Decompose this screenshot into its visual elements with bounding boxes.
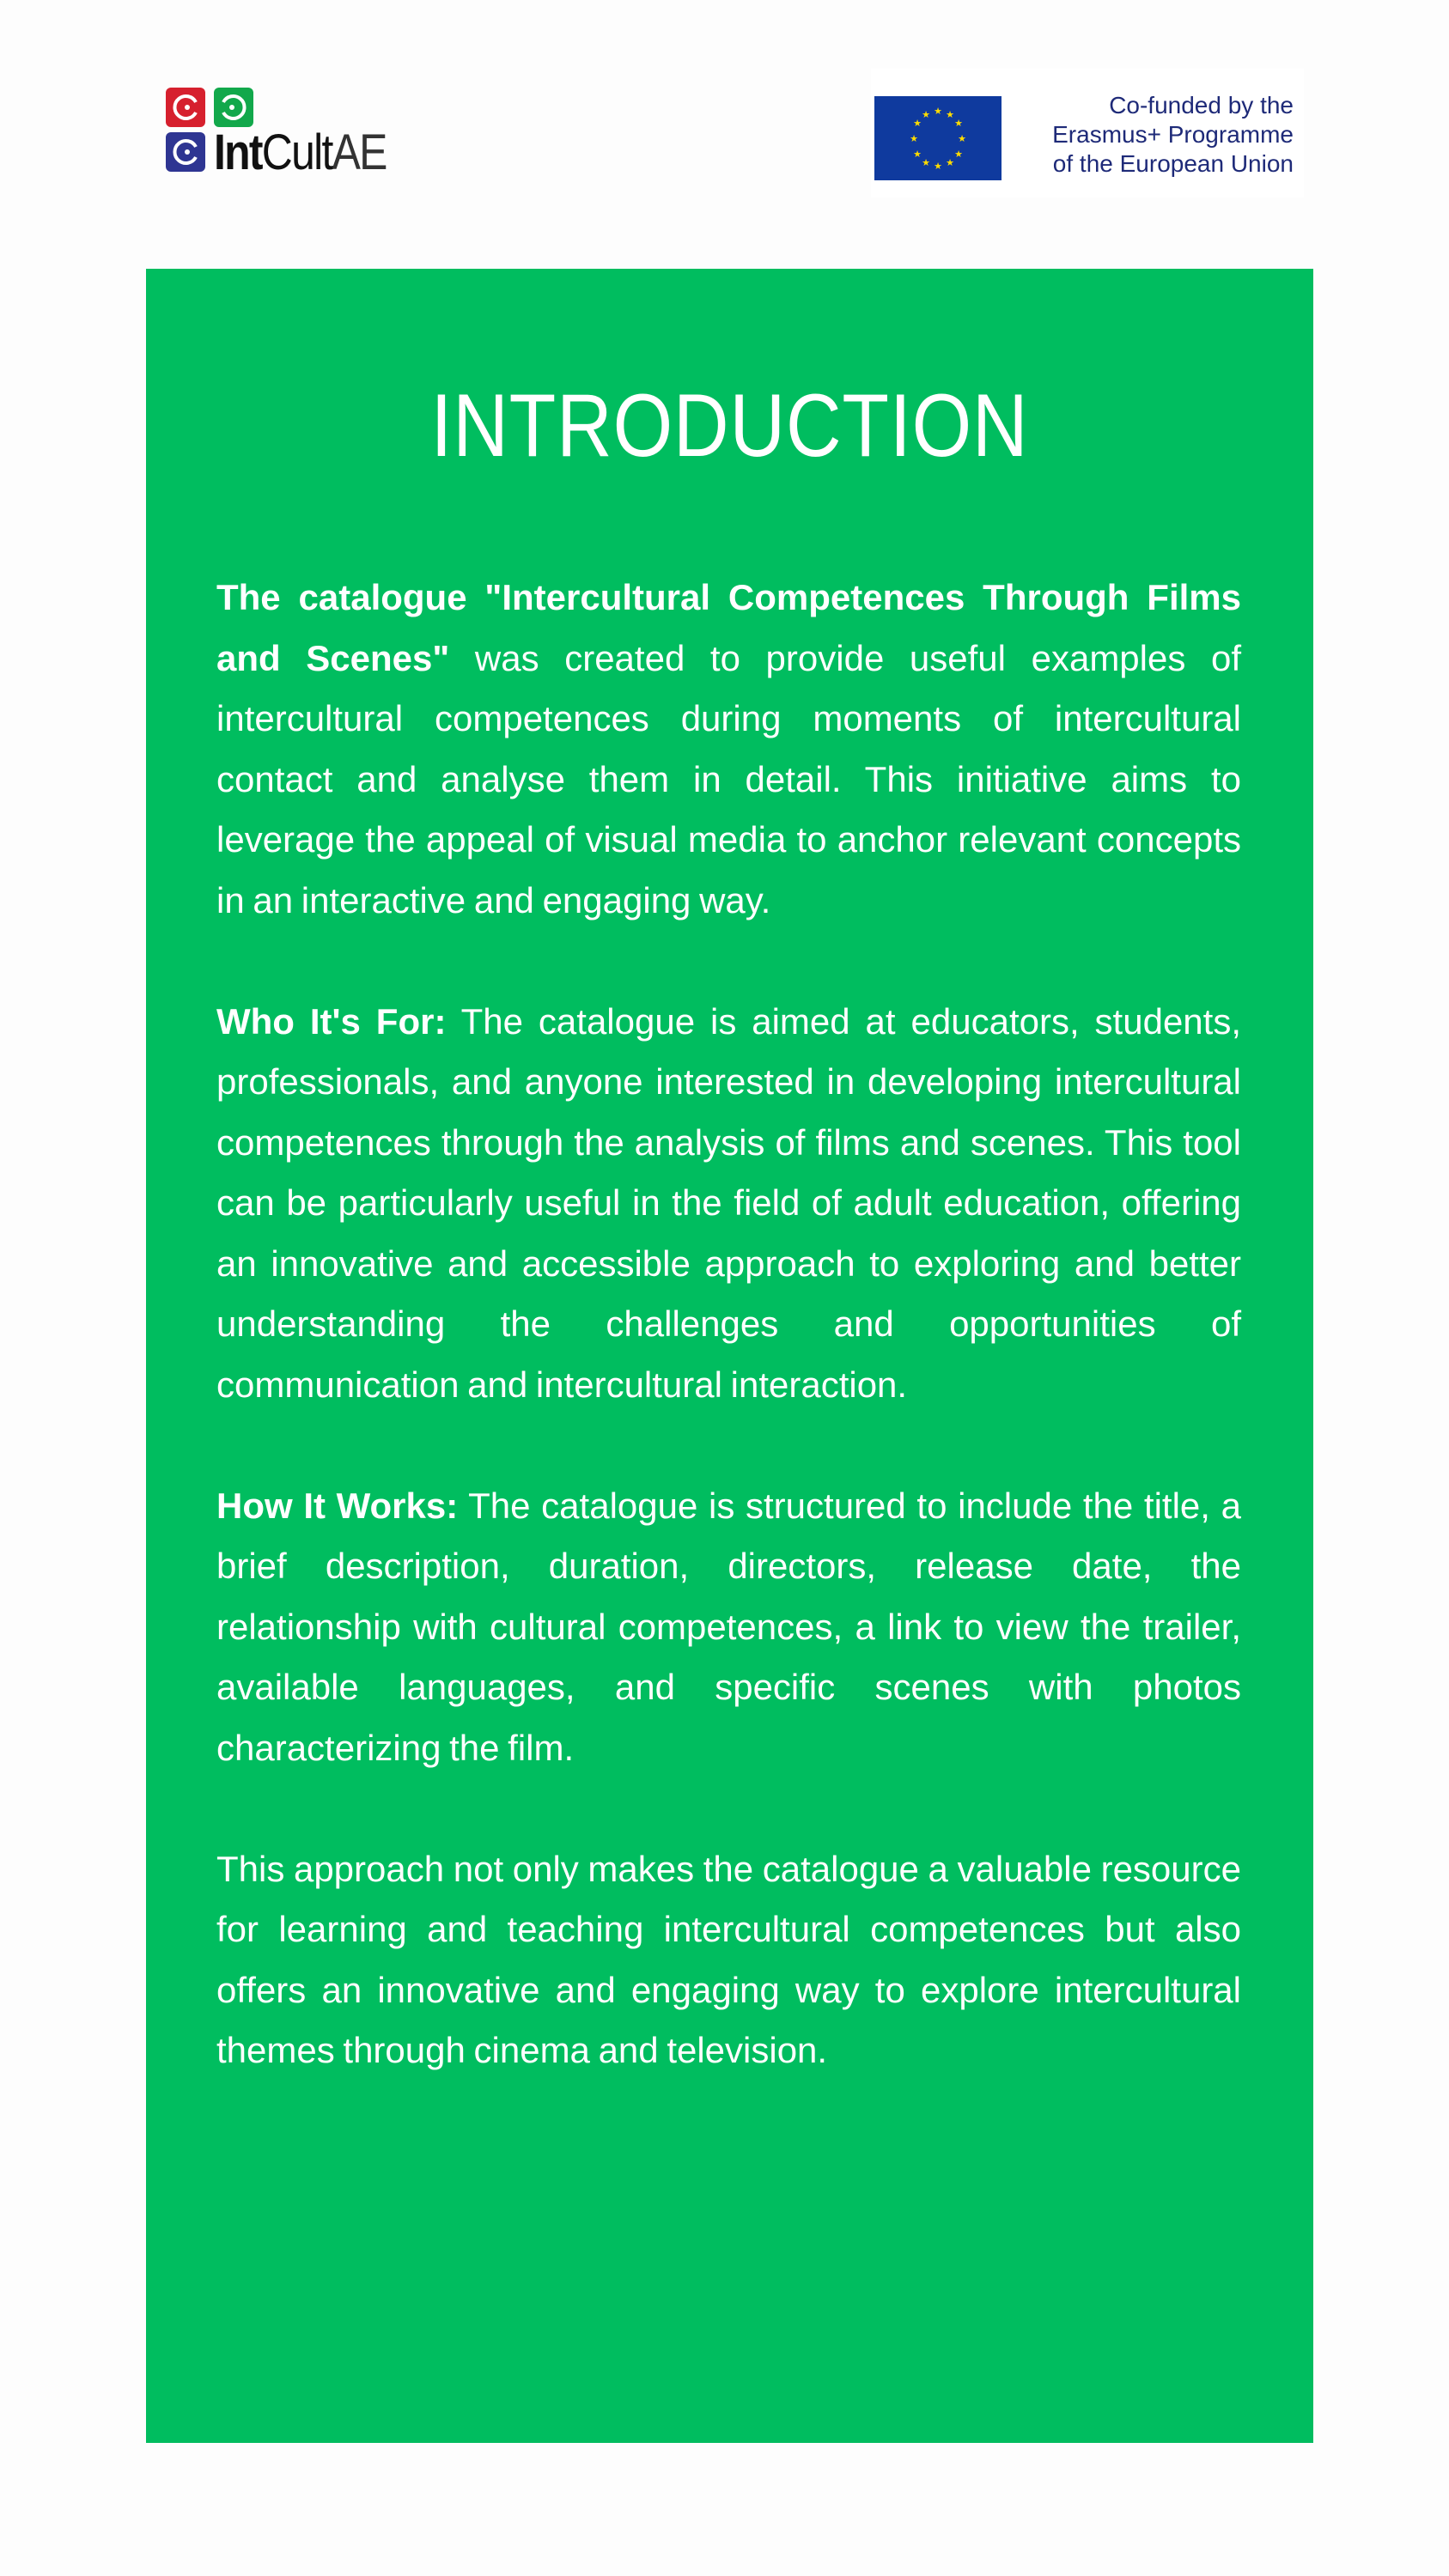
intcultae-logo: [166, 82, 423, 179]
page-title: INTRODUCTION: [430, 376, 1029, 476]
how-it-works-lead: How It Works:: [216, 1485, 459, 1526]
svg-text:★: ★: [934, 161, 942, 172]
svg-text:★: ★: [954, 149, 963, 160]
logo-word-cult: Cult: [261, 125, 332, 180]
logo-red-face-icon: [166, 88, 205, 127]
logo-wordmark: [214, 127, 387, 179]
paragraph-how-it-works: [216, 1476, 1241, 1779]
svg-text:★: ★: [934, 106, 942, 117]
svg-text:★: ★: [913, 149, 922, 160]
logo-word-int: Int: [214, 125, 262, 180]
paragraph-text: The catalogue is structured to include the title, a brief description, duration, directors, release date, the relationship with cultural competences, a link to view the trailer, available languages, and specific scenes with photos characterizing the film.: [216, 1485, 1241, 1768]
eu-flag-icon: [874, 96, 1002, 180]
introduction-content: [216, 568, 1241, 2081]
eu-funding-line-3: of the European Union: [1052, 150, 1294, 177]
svg-text:★: ★: [946, 109, 954, 120]
svg-text:★: ★: [922, 109, 930, 120]
eu-funding-line-1: Co-funded by the: [1109, 92, 1294, 118]
who-its-for-lead: Who It's For:: [216, 1000, 447, 1042]
introduction-panel: [146, 269, 1313, 2443]
logo-word-ae: AE: [332, 125, 387, 180]
eu-funding-text: [1019, 91, 1294, 179]
catalogue-title-lead: The catalogue "Intercultural Competences Through Films and Scenes": [216, 577, 1241, 678]
svg-text:★: ★: [922, 157, 930, 168]
paragraph-who-its-for: [216, 992, 1241, 1416]
paragraph-catalogue-purpose: [216, 568, 1241, 931]
paragraph-approach: [216, 1839, 1241, 2081]
logo-blue-face-icon: [166, 132, 205, 172]
logo-green-face-icon: [214, 88, 253, 127]
page-header: [0, 0, 1449, 266]
svg-text:★: ★: [913, 118, 922, 129]
paragraph-text: was created to provide useful examples of intercultural competences during moments of intercultural contact and analyse them in detail. This initiative aims to leverage the appeal of visual media to anchor relevant concepts in an interactive and engaging way.: [216, 637, 1241, 920]
svg-text:★: ★: [954, 118, 963, 129]
paragraph-text: The catalogue is aimed at educators, students, professionals, and anyone interested in developing intercultural competences through the analysis of films and scenes. This tool can be particularly useful in the field of adult education, offering an innovative and accessible approach to exploring and better understanding the challenges and opportunities of communication and intercultural interaction.: [216, 1000, 1241, 1405]
eu-funding-badge: [871, 69, 1304, 197]
svg-text:★: ★: [910, 133, 918, 144]
svg-text:★: ★: [946, 157, 954, 168]
eu-funding-line-2: Erasmus+ Programme: [1052, 121, 1294, 148]
svg-text:★: ★: [958, 133, 966, 144]
paragraph-text: This approach not only makes the catalogue a valuable resource for learning and teaching intercultural competences but also offers an innovative and engaging way to explore intercultural themes through cinema and television.: [216, 1848, 1241, 2070]
